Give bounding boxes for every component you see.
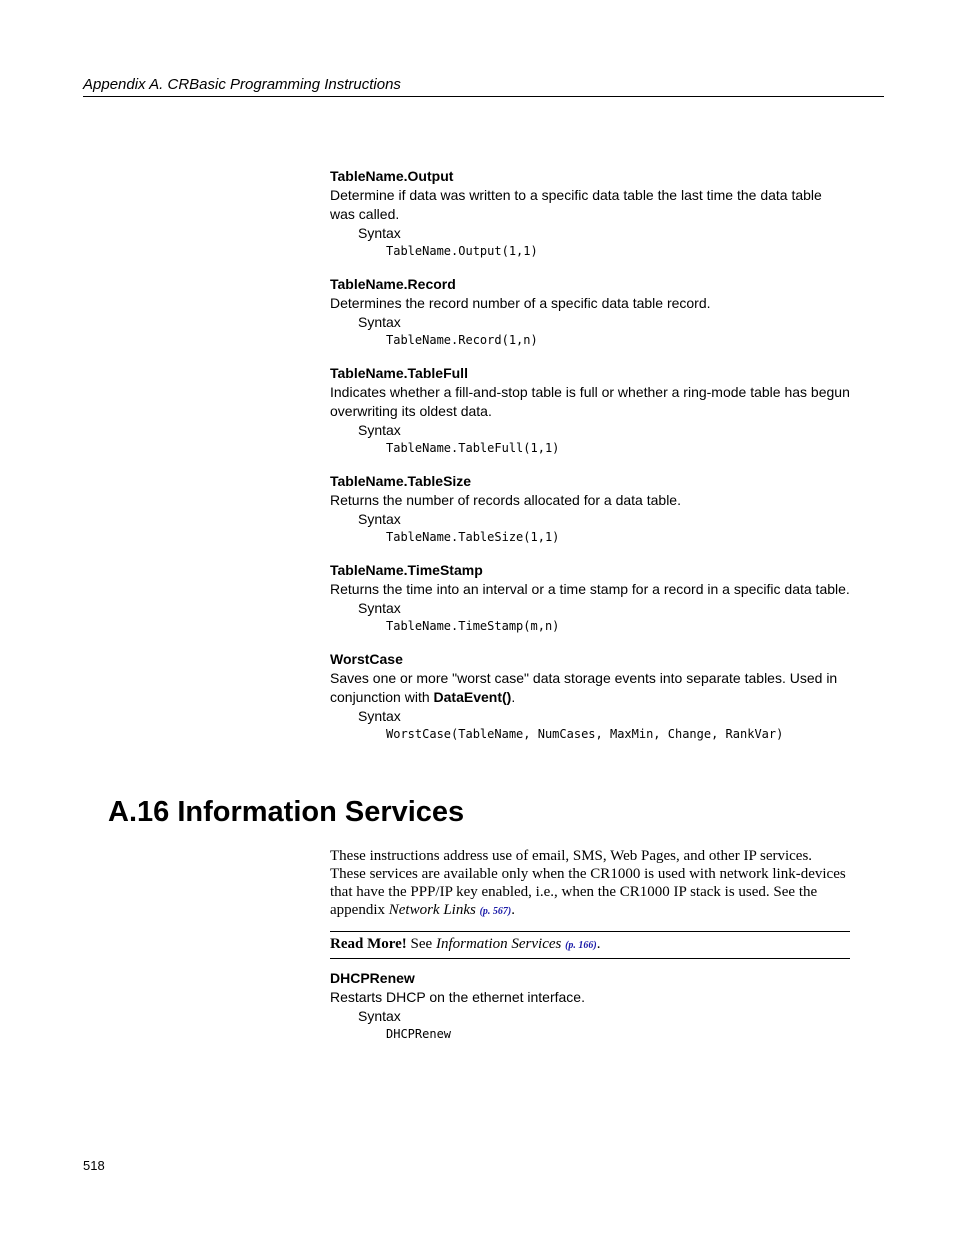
paragraph-end: . — [511, 902, 515, 918]
entry-description: Indicates whether a fill-and-stop table is full or whether a ring-mode table has begun overwriting its oldest data. — [330, 384, 850, 419]
instruction-list — [330, 167, 850, 758]
syntax-code: TableName.Record(1,n) — [386, 333, 538, 347]
entry-tablesize — [330, 472, 850, 545]
entry-output — [330, 167, 850, 259]
entry-description: Restarts DHCP on the ethernet interface. — [330, 989, 585, 1005]
syntax-code: TableName.TimeStamp(m,n) — [386, 619, 560, 633]
read-more-italic: Information Services — [435, 936, 562, 952]
syntax-label: Syntax — [358, 511, 401, 527]
syntax-code: DHCPRenew — [386, 1027, 452, 1041]
read-more-box — [330, 931, 850, 959]
entry-description: Returns the number of records allocated for a data table. — [330, 492, 681, 508]
syntax-label: Syntax — [358, 314, 401, 330]
entry-name: DHCPRenew — [330, 970, 415, 986]
desc-text: Saves one or more "worst case" data storage events into separate tables. Used in conjunction with — [330, 670, 838, 705]
entry-name: TableName.TimeStamp — [330, 562, 483, 578]
read-more-text: See — [406, 936, 436, 952]
section-title: A.16 Information Services — [108, 796, 465, 828]
syntax-label: Syntax — [358, 600, 401, 616]
page-header: Appendix A. CRBasic Programming Instructions — [83, 76, 884, 97]
syntax-code: TableName.TableSize(1,1) — [386, 530, 560, 544]
page-link[interactable]: (p. 567) — [479, 906, 512, 917]
entry-description: Determines the record number of a specific data table record. — [330, 295, 711, 311]
syntax-label: Syntax — [358, 708, 401, 724]
entry-name: TableName.TableSize — [330, 473, 472, 489]
syntax-label: Syntax — [358, 225, 401, 241]
desc-text-end: . — [511, 689, 516, 705]
syntax-code: TableName.Output(1,1) — [386, 244, 538, 258]
paragraph-text: These instructions address use of email, SMS, Web Pages, and other IP services. These services are available only when the CR1000 is used with network link-devices that have the PPP/IP key enabled, i.e., when the CR1000 IP stack is used. See the appendix — [330, 848, 846, 918]
entry-description — [330, 669, 850, 707]
read-more-end: . — [596, 936, 601, 952]
page-link[interactable]: (p. 166) — [565, 940, 597, 951]
entry-name: TableName.Output — [330, 168, 454, 184]
syntax-label: Syntax — [358, 1008, 401, 1024]
page-number: 518 — [83, 1158, 105, 1173]
entry-name: TableName.Record — [330, 276, 456, 292]
entry-timestamp — [330, 561, 850, 634]
syntax-label: Syntax — [358, 422, 401, 438]
entry-name: TableName.TableFull — [330, 365, 468, 381]
read-more-label: Read More! — [330, 936, 407, 952]
entry-description: Determine if data was written to a specific data table the last time the data table was called. — [330, 187, 822, 222]
entry-worstcase — [330, 650, 850, 742]
entry-record — [330, 275, 850, 348]
entry-description: Returns the time into an interval or a time stamp for a record in a specific data table. — [330, 581, 850, 597]
paragraph-italic: Network Links — [388, 902, 476, 918]
section-paragraph — [330, 847, 850, 921]
syntax-code: WorstCase(TableName, NumCases, MaxMin, Change, RankVar) — [386, 727, 784, 741]
entry-name: WorstCase — [330, 651, 403, 667]
entry-tablefull — [330, 364, 850, 456]
desc-bold-text: DataEvent() — [433, 689, 512, 705]
section-body — [330, 847, 850, 1042]
entry-dhcprenew — [330, 969, 850, 1042]
syntax-code: TableName.TableFull(1,1) — [386, 441, 560, 455]
